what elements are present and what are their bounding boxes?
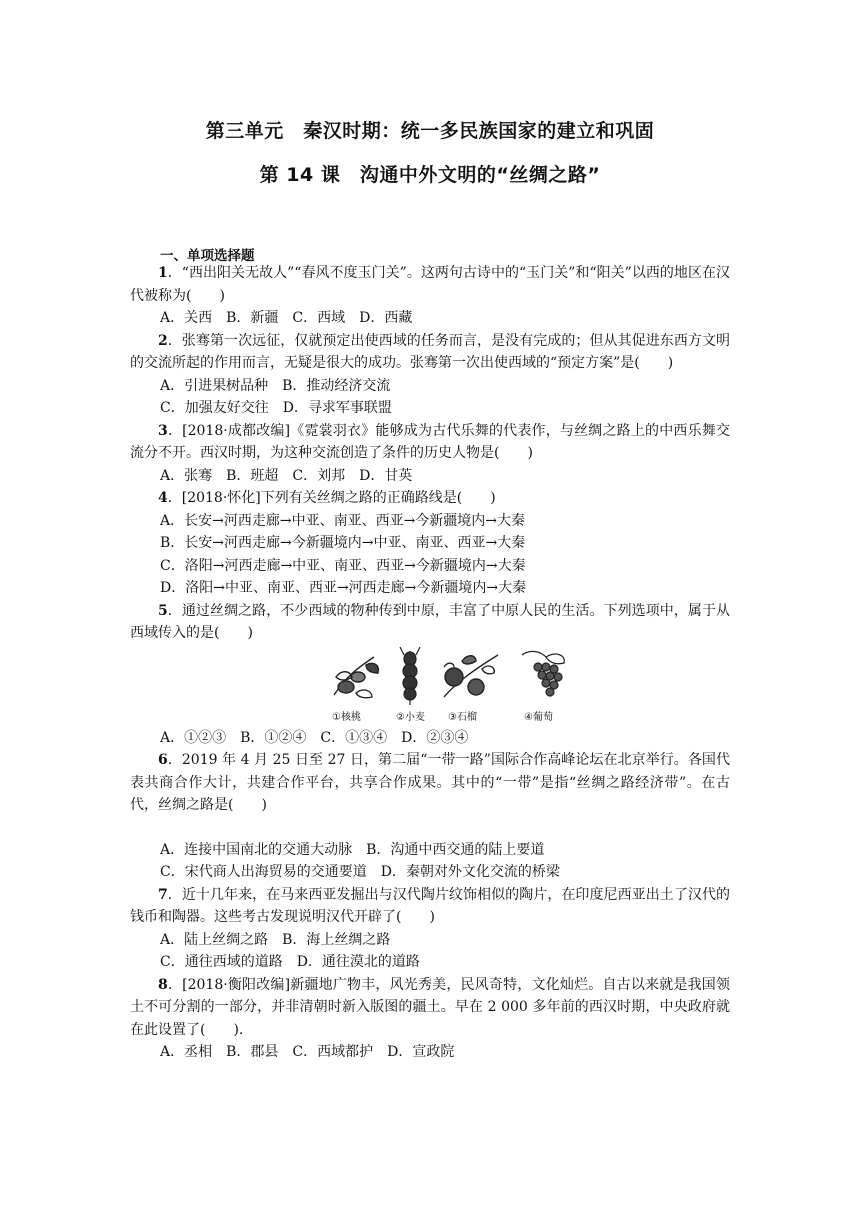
figure-caption-walnut: ①核桃 bbox=[332, 711, 361, 723]
question-stem: ．张骞第一次远征，仅就预定出使西域的任务而言，是没有完成的；但从其促进东西方文明的交流所起的作用而言，无疑是很大的成功。张骞第一次出使西域的“预定方案”是( ) bbox=[130, 332, 730, 371]
question-8 bbox=[130, 974, 730, 1064]
question-number: 2 bbox=[158, 332, 168, 349]
option-line: A．陆上丝绸之路 B．海上丝绸之路 bbox=[160, 931, 391, 948]
option-line: C．加强友好交往 D．寻求军事联盟 bbox=[160, 400, 392, 416]
question-4 bbox=[130, 487, 730, 600]
question-list bbox=[130, 262, 730, 1064]
question-number: 5 bbox=[158, 602, 168, 619]
option-line: A．关西 B．新疆 C．西域 D．西藏 bbox=[160, 310, 413, 326]
figure-caption-grape: ④葡萄 bbox=[524, 711, 553, 723]
option-line: A．长安→河西走廊→中亚、南亚、西亚→今新疆境内→大秦 bbox=[160, 512, 526, 529]
option-line: B．长安→河西走廊→今新疆境内→中亚、南亚、西亚→大秦 bbox=[160, 535, 526, 551]
walnut-illustration bbox=[334, 657, 378, 698]
question-stem: ．[2018·衡阳改编]新疆地广物丰，风光秀美，民风奇特，文化灿烂。自古以来就是我国领土不可分割的一部分，并非清朝时新入版图的疆土。早在 2 000 多年前的西汉时期，中央政府就在此设置了( ). bbox=[130, 976, 730, 1038]
question-5 bbox=[130, 600, 730, 750]
plant-figure bbox=[130, 647, 730, 723]
question-7 bbox=[130, 884, 730, 974]
question-stem: ．[2018·成都改编]《霓裳羽衣》能够成为古代乐舞的代表作，与丝绸之路上的中西乐舞交流分不开。西汉时期，为这种交流创造了条件的历史人物是( ) bbox=[130, 422, 730, 461]
question-number: 6 bbox=[158, 752, 168, 768]
section-heading: 一、单项选择题 bbox=[160, 248, 255, 264]
option-line: C．通往西域的道路 D．通往漠北的道路 bbox=[160, 954, 420, 970]
question-stem: ．[2018·怀化]下列有关丝绸之路的正确路线是( ) bbox=[167, 490, 496, 506]
plant-illustrations bbox=[326, 647, 576, 707]
question-stem: ．通过丝绸之路，不少西域的物种传到中原，丰富了中原人民的生活。下列选项中，属于从西域传入的是( ) bbox=[130, 602, 730, 641]
blank-spacer bbox=[130, 817, 730, 839]
question-number: 1 bbox=[158, 265, 168, 281]
lesson-title: 第 14 课 沟通中外文明的“丝绸之路” bbox=[259, 164, 601, 186]
question-number: 7 bbox=[158, 886, 168, 903]
question-number: 8 bbox=[158, 976, 168, 993]
question-2 bbox=[130, 330, 730, 420]
option-line: C．宋代商人出海贸易的交通要道 D．秦朝对外文化交流的桥梁 bbox=[160, 864, 560, 880]
question-1 bbox=[130, 262, 730, 330]
option-line: C．洛阳→河西走廊→中亚、南亚、西亚→今新疆境内→大秦 bbox=[160, 557, 526, 574]
option-line: A．张骞 B．班超 C．刘邦 D．甘英 bbox=[160, 467, 413, 484]
pomegranate-illustration bbox=[444, 655, 498, 697]
question-stem: ．“西出阳关无故人”“春风不度玉门关”。这两句古诗中的“玉门关”和“阳关”以西的地区在汉代被称为( ) bbox=[130, 265, 730, 304]
question-number: 3 bbox=[158, 422, 168, 439]
option-line: D．洛阳→中亚、南亚、西亚→河西走廊→今新疆境内→大秦 bbox=[160, 580, 527, 596]
figure-caption-wheat: ②小麦 bbox=[396, 711, 425, 723]
option-line: A．引进果树品种 B．推动经济交流 bbox=[160, 377, 391, 394]
grape-illustration bbox=[522, 651, 564, 696]
question-number: 4 bbox=[158, 490, 168, 506]
unit-title: 第三单元 秦汉时期：统一多民族国家的建立和巩固 bbox=[205, 120, 655, 142]
option-line: A．丞相 B．郡县 C．西域都护 D．宣政院 bbox=[160, 1044, 455, 1060]
question-stem: ．近十几年来，在马来西亚发掘出与汉代陶片纹饰相似的陶片，在印度尼西亚出土了汉代的钱币和陶器。这些考古发现说明汉代开辟了( ) bbox=[130, 886, 730, 925]
figure-caption-pomegranate: ③石榴 bbox=[448, 711, 477, 723]
question-3 bbox=[130, 420, 730, 488]
wheat-illustration bbox=[400, 647, 420, 705]
option-line: A．连接中国南北的交通大动脉 B．沟通中西交通的陆上要道 bbox=[160, 841, 545, 858]
question-stem: ．2019 年 4 月 25 日至 27 日，第二届“一带一路”国际合作高峰论坛在北京举行。各国代表共商合作大计，共建合作平台，共享合作成果。其中的“一带”是指“丝绸之路经济带”。在古代，丝绸之路是( ) bbox=[130, 752, 730, 813]
question-6 bbox=[130, 749, 730, 884]
option-line: A．①②③ B．①②④ C．①③④ D．②③④ bbox=[160, 729, 469, 746]
